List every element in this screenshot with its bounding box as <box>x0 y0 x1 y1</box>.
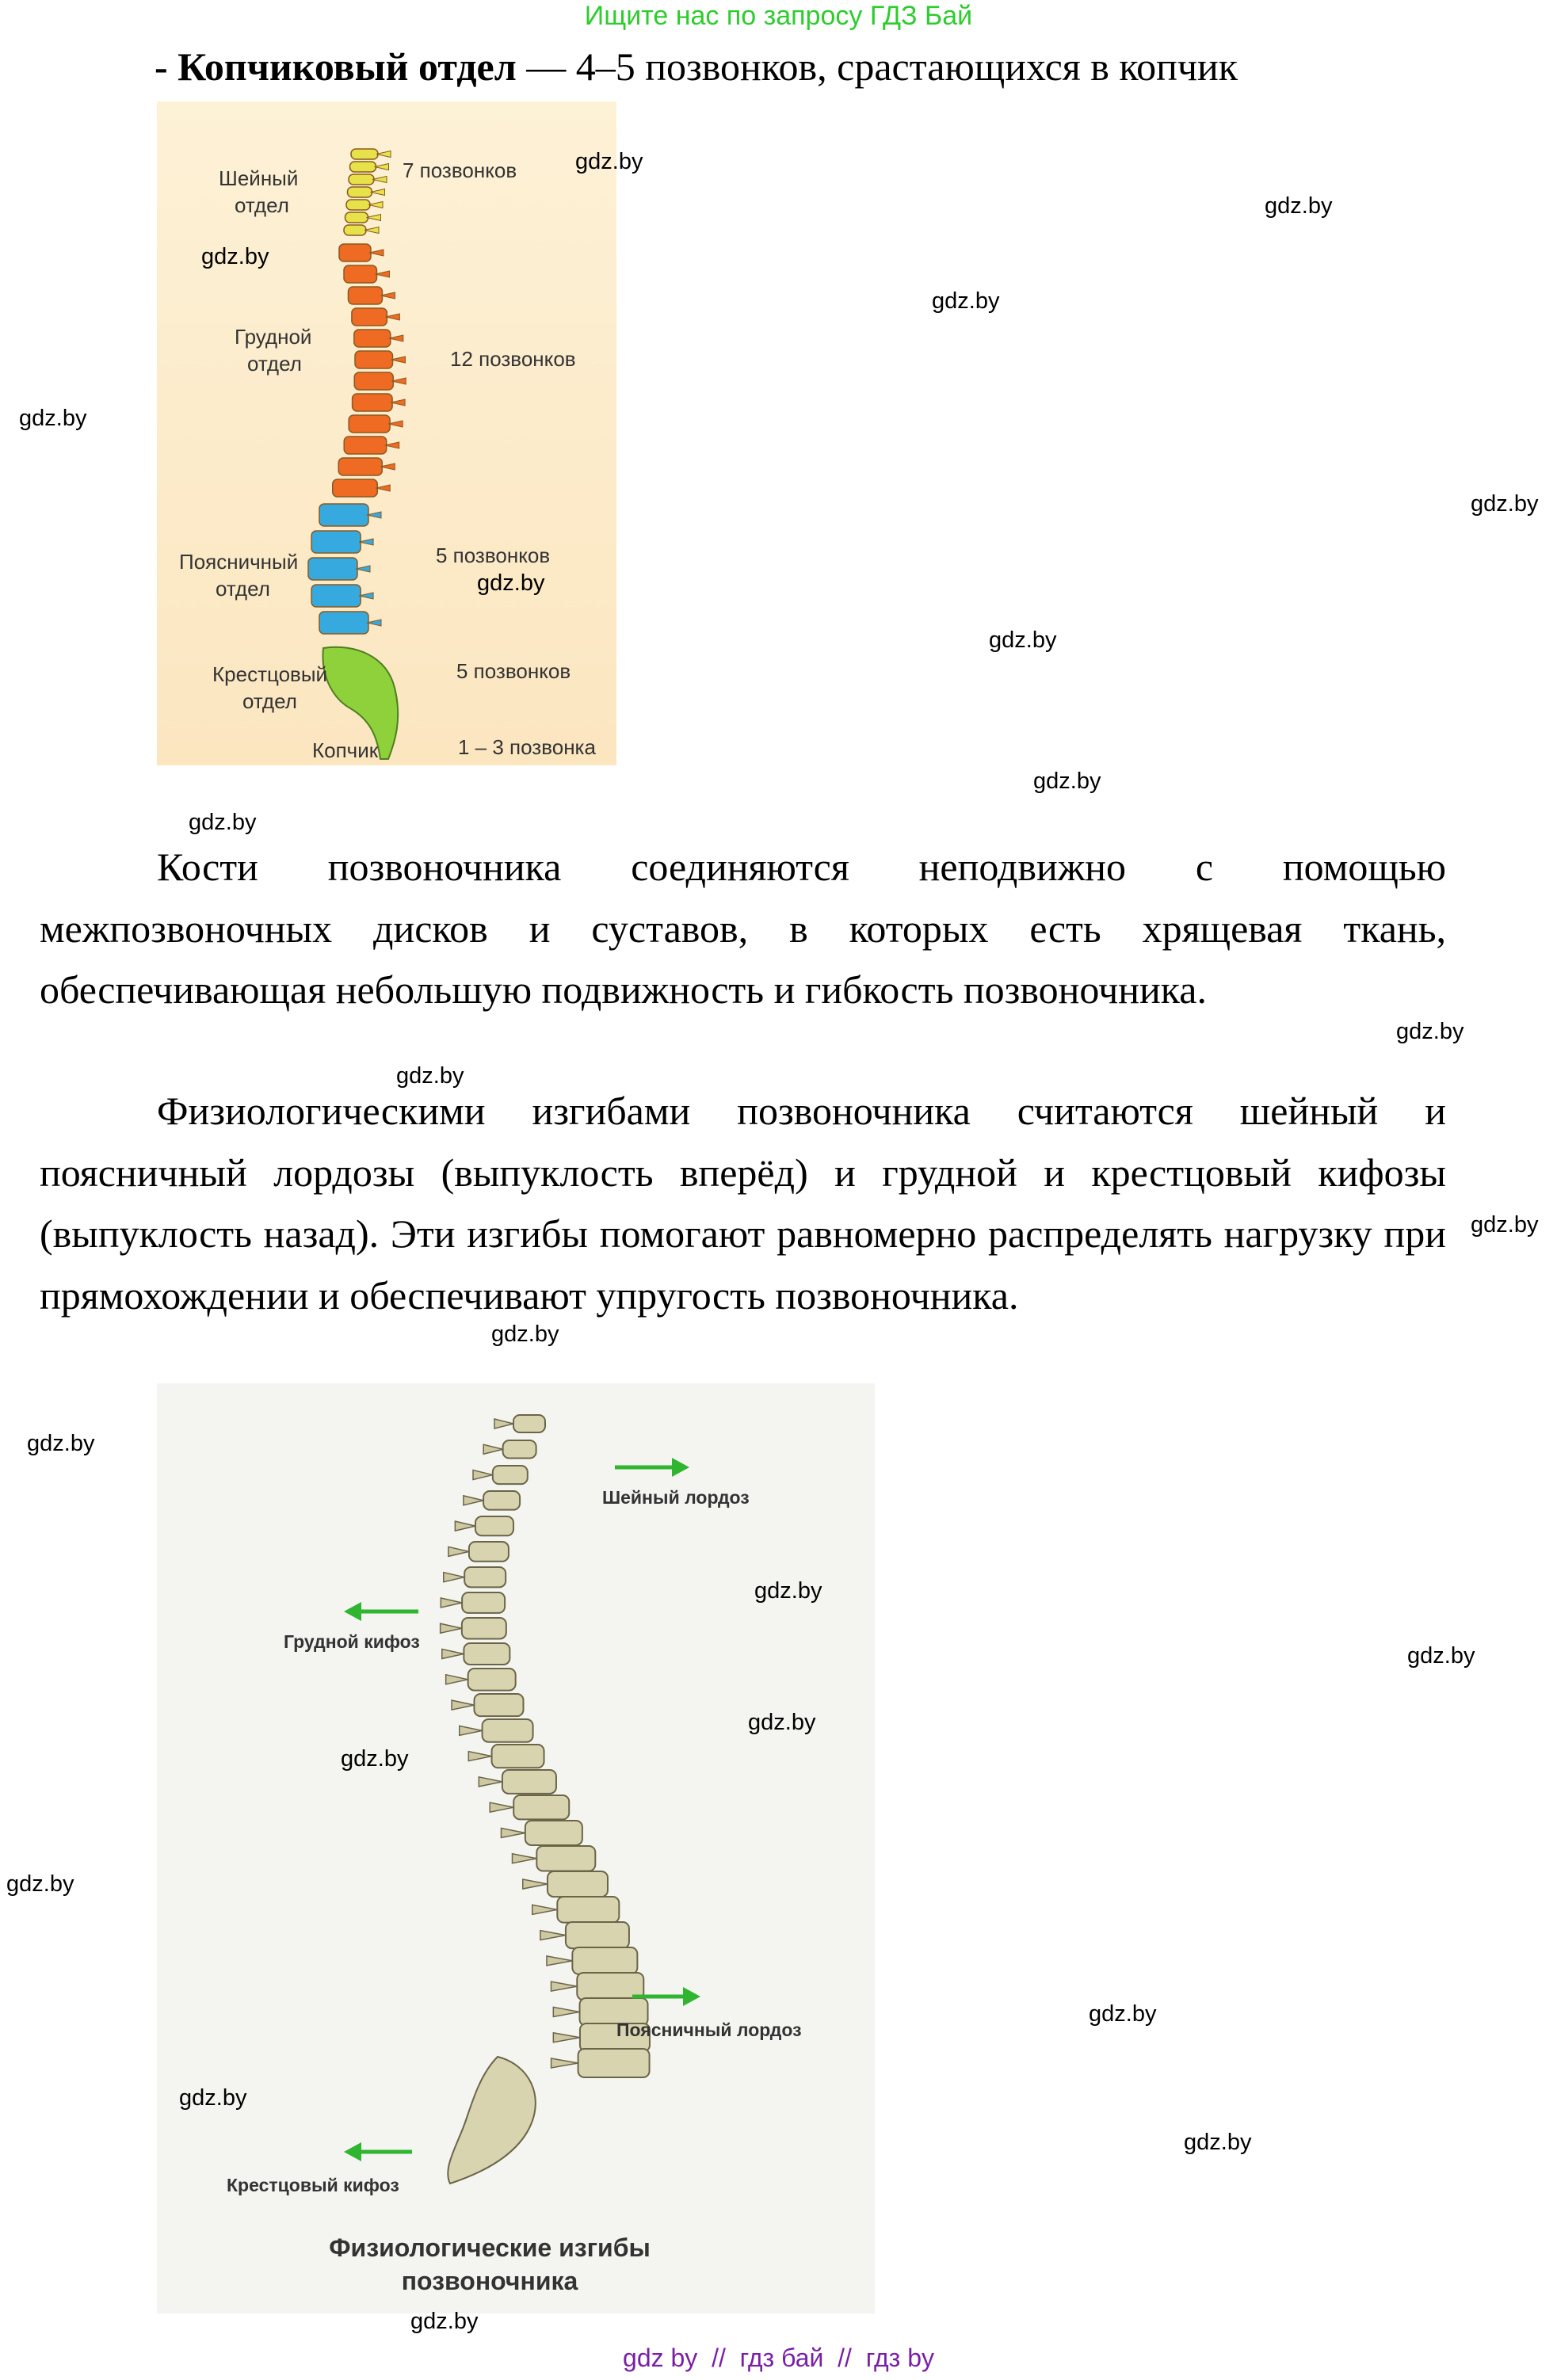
paragraph-joints <box>40 837 1446 1021</box>
watermark: gdz.by <box>1184 2130 1252 2155</box>
paragraph-curves <box>40 1081 1446 1326</box>
label-thoracic-kyphosis: Грудной кифоз <box>284 1631 420 1652</box>
bone-process <box>490 1802 513 1812</box>
bone-process <box>501 1828 525 1837</box>
bone-process <box>479 1777 502 1787</box>
bone-process <box>442 1650 464 1659</box>
bone-process <box>448 1547 469 1556</box>
watermark: gdz.by <box>396 1063 464 1089</box>
bone-process <box>441 1598 462 1608</box>
bone-process <box>444 1573 464 1582</box>
vertebra <box>344 437 387 454</box>
bone-process <box>547 1956 572 1966</box>
vertebra-process <box>367 215 381 221</box>
bone-process <box>473 1470 493 1480</box>
label-sacral-2: отдел <box>242 689 297 713</box>
bone-process <box>540 1931 566 1940</box>
spine-curves-svg <box>157 1383 875 2313</box>
bone-vertebra <box>462 1618 506 1638</box>
watermark: gdz.by <box>341 1746 409 1772</box>
bone-vertebra <box>503 1440 536 1459</box>
vertebra-process <box>368 202 383 208</box>
bone-vertebra <box>525 1821 582 1845</box>
top-search-link[interactable]: Ищите нас по запросу ГДЗ Бай <box>584 1 973 31</box>
bone-process <box>446 1675 468 1684</box>
vertebra <box>308 558 357 580</box>
label-count-coccyx: 1 – 3 позвонка <box>458 735 596 759</box>
vertebra <box>319 612 368 634</box>
bone-vertebra <box>566 1922 629 1948</box>
bone-process <box>441 1623 462 1633</box>
bone-process <box>551 1981 577 1991</box>
vertebra <box>354 372 393 390</box>
label-count-cervical: 7 позвонков <box>403 158 517 182</box>
footer-links[interactable]: gdz by // гдз бай // гдз by <box>623 2344 934 2372</box>
vertebra <box>349 415 390 433</box>
bone-vertebra <box>502 1770 556 1794</box>
watermark: gdz.by <box>1471 491 1539 517</box>
spine-sections-svg <box>157 101 616 765</box>
vertebra-process <box>376 151 391 158</box>
watermark: gdz.by <box>19 406 87 431</box>
vertebra <box>354 330 391 347</box>
watermark: gdz.by <box>1089 2001 1157 2027</box>
bone-vertebra <box>468 1669 516 1691</box>
bone-process <box>483 1444 502 1454</box>
bone-vertebra <box>548 1871 608 1897</box>
figure-title-line2: позвоночника <box>401 2267 578 2295</box>
coccyx-section-heading <box>155 41 1238 92</box>
bone-vertebra <box>578 2049 650 2077</box>
bone-process <box>455 1521 475 1531</box>
watermark: gdz.by <box>1396 1019 1464 1044</box>
label-cervical-lordosis: Шейный лордоз <box>602 1487 750 1508</box>
vertebra <box>351 149 378 159</box>
bone-process <box>553 2033 580 2042</box>
bone-process <box>553 2007 579 2016</box>
heading-bold: - Копчиковый отдел <box>155 44 517 89</box>
vertebra <box>319 504 368 526</box>
label-cervical-1: Шейный <box>219 166 299 190</box>
vertebra <box>344 265 377 283</box>
label-lumbar-1: Поясничный <box>179 550 299 574</box>
bone-vertebra <box>469 1542 509 1562</box>
bone-vertebra <box>513 1415 545 1432</box>
vertebra-process <box>372 177 387 183</box>
bone-process <box>468 1752 491 1761</box>
bone-process <box>532 1905 558 1914</box>
bone-vertebra <box>557 1897 619 1923</box>
vertebra <box>355 351 393 368</box>
vertebra <box>352 308 387 326</box>
bone-process <box>460 1726 483 1735</box>
bone-vertebra <box>492 1745 544 1768</box>
bone-vertebra <box>572 1947 637 1974</box>
vertebra <box>311 585 361 607</box>
watermark: gdz.by <box>932 288 1000 314</box>
heading-rest: — 4–5 позвонков, срастающихся в копчик <box>516 44 1238 89</box>
vertebra <box>311 531 361 553</box>
vertebra-process <box>364 227 379 234</box>
bone-process <box>464 1496 483 1505</box>
bone-vertebra <box>536 1846 595 1871</box>
watermark: gdz.by <box>1033 769 1101 794</box>
label-coccyx: Копчик <box>312 738 379 762</box>
vertebra <box>348 287 382 304</box>
watermark: gdz.by <box>201 244 269 269</box>
bone-process <box>551 2058 578 2068</box>
watermark: gdz.by <box>748 1710 816 1735</box>
bone-vertebra <box>483 1719 533 1742</box>
bone-process <box>523 1879 548 1889</box>
watermark: gdz.by <box>491 1322 559 1347</box>
watermark: gdz.by <box>6 1871 74 1897</box>
vertebra <box>348 187 372 197</box>
arrow-sacral-kyphosis <box>344 2142 412 2161</box>
vertebra-process <box>375 164 389 170</box>
bone-vertebra <box>474 1694 523 1716</box>
vertebra <box>346 200 370 210</box>
watermark: gdz.by <box>189 810 257 835</box>
watermark: gdz.by <box>410 2309 479 2334</box>
watermark: gdz.by <box>754 1578 822 1604</box>
vertebra <box>338 458 382 475</box>
label-lumbar-lordosis: Поясничный лордоз <box>616 2020 802 2040</box>
bone-vertebrae-column <box>441 1415 650 2184</box>
watermark: gdz.by <box>477 570 545 596</box>
label-lumbar-2: отдел <box>216 577 270 601</box>
label-thoracic-2: отдел <box>247 352 302 376</box>
vertebra <box>344 225 366 235</box>
bone-vertebra <box>475 1516 513 1535</box>
vertebra <box>339 244 371 261</box>
label-thoracic-1: Грудной <box>235 325 312 349</box>
label-cervical-2: отдел <box>235 193 289 217</box>
watermark: gdz.by <box>989 627 1057 653</box>
watermark: gdz.by <box>1407 1643 1475 1669</box>
watermark: gdz.by <box>27 1431 95 1456</box>
label-count-thoracic: 12 позвонков <box>450 347 576 371</box>
watermark: gdz.by <box>179 2085 247 2111</box>
arrow-thoracic-kyphosis <box>344 1602 418 1621</box>
bone-vertebra <box>493 1466 528 1484</box>
spine-curves-figure <box>157 1383 875 2313</box>
arrow-cervical-lordosis <box>615 1458 689 1477</box>
bone-vertebra <box>513 1795 569 1819</box>
bone-vertebra <box>483 1491 520 1510</box>
watermark: gdz.by <box>575 149 643 174</box>
bone-vertebra <box>464 1643 509 1665</box>
vertebra-process <box>371 189 385 196</box>
bone-vertebra <box>464 1567 506 1587</box>
watermark: gdz.by <box>1471 1212 1539 1238</box>
label-count-sacral: 5 позвонков <box>456 659 571 683</box>
bone-process <box>494 1419 513 1428</box>
paragraph-joints-text: Кости позвоночника соединяются неподвижно с помощью межпозвоночных дисков и суставов, в которых есть хрящевая ткань, обеспечивающая небольшую подвижность и гибкость позвоночника. <box>40 845 1446 1012</box>
vertebra <box>350 162 376 172</box>
vertebra <box>333 479 378 497</box>
vertebra <box>345 212 368 223</box>
label-sacral-1: Крестцовый <box>212 662 328 686</box>
bone-process <box>513 1854 537 1863</box>
paragraph-curves-text: Физиологическими изгибами позвоночника считаются шейный и поясничный лордозы (выпуклость вперёд) и грудной и крестцовый кифозы (выпуклость назад). Эти изгибы помогают равномерно распределять нагрузку при прямохождении и обеспечивают упругость позвоночника. <box>40 1089 1446 1318</box>
vertebra <box>353 394 393 411</box>
label-sacral-kyphosis: Крестцовый кифоз <box>227 2175 399 2195</box>
spine-sections-figure <box>157 101 616 765</box>
figure-title-line1: Физиологические изгибы <box>329 2233 651 2262</box>
bone-vertebra <box>462 1592 505 1613</box>
vertebra <box>349 174 374 185</box>
bone-sacrum <box>448 2057 536 2184</box>
bone-process <box>452 1700 474 1710</box>
label-count-lumbar: 5 позвонков <box>436 544 551 567</box>
watermark: gdz.by <box>1265 193 1333 219</box>
